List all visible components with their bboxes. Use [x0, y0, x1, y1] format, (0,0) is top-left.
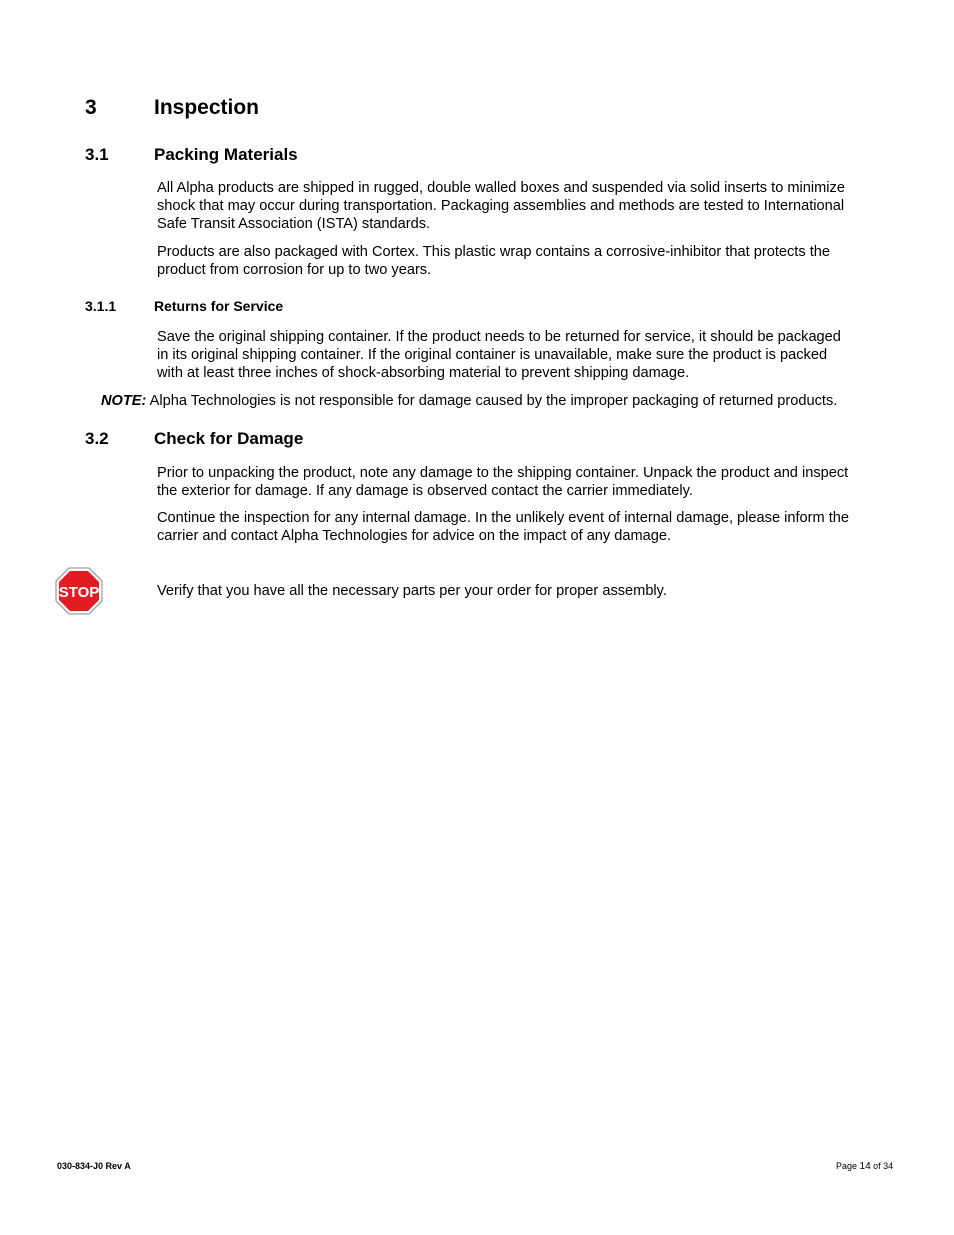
page-prefix: Page [836, 1161, 860, 1171]
section-3-title: Inspection [154, 96, 260, 119]
stop-notice-text: Verify that you have all the necessary parts per your order for proper assembly. [157, 583, 667, 599]
text-line: in its original shipping container. If the original container is unavailable, make sure the product is packed [157, 347, 828, 363]
section-3-number: 3 [85, 96, 97, 119]
text-line: the exterior for damage. If any damage is observed contact the carrier immediately. [157, 483, 693, 499]
text-line: product from corrosion for up to two years. [157, 262, 432, 278]
section-3-1-1-title: Returns for Service [154, 298, 284, 314]
text-line: Prior to unpacking the product, note any damage to the shipping container. Unpack the product and inspect [157, 465, 849, 481]
footer-doc-id: 030-834-J0 Rev A [57, 1161, 131, 1171]
packing-paragraph-1 [157, 179, 902, 233]
text-line: carrier and contact Alpha Technologies for advice on the impact of any damage. [157, 528, 672, 544]
returns-paragraph [157, 328, 902, 382]
text-line: shock that may occur during transportation. Packaging assemblies and methods are tested to International [157, 198, 845, 214]
section-3-2-title: Check for Damage [154, 429, 304, 448]
note-label: NOTE: [101, 393, 147, 409]
section-3-1-number: 3.1 [85, 145, 109, 164]
text-line: Safe Transit Association (ISTA) standards. [157, 216, 431, 232]
text-line: Continue the inspection for any internal damage. In the unlikely event of internal damage, please inform the [157, 510, 850, 526]
section-3-2-number: 3.2 [85, 429, 109, 448]
stop-sign-text: STOP [58, 584, 100, 601]
damage-paragraph-2 [157, 509, 902, 545]
stop-sign-icon [55, 567, 103, 615]
page-suffix: of 34 [870, 1161, 894, 1171]
section-3-1-1-number: 3.1.1 [85, 298, 117, 314]
section-3-1-title: Packing Materials [154, 145, 298, 164]
note-paragraph [101, 392, 911, 410]
packing-paragraph-2 [157, 243, 902, 279]
text-line: Products are also packaged with Cortex. This plastic wrap contains a corrosive-inhibitor that protects the [157, 244, 830, 260]
text-line: All Alpha products are shipped in rugged, double walled boxes and suspended via solid inserts to minimize [157, 180, 845, 196]
page-number: 14 [859, 1161, 871, 1172]
text-line: Save the original shipping container. If the product needs to be returned for service, it should be packaged [157, 329, 841, 345]
note-text: Alpha Technologies is not responsible for damage caused by the improper packaging of returned products. [146, 393, 838, 409]
text-line: with at least three inches of shock-absorbing material to prevent shipping damage. [157, 365, 690, 381]
footer-page-number [836, 1161, 893, 1172]
damage-paragraph-1 [157, 464, 902, 500]
